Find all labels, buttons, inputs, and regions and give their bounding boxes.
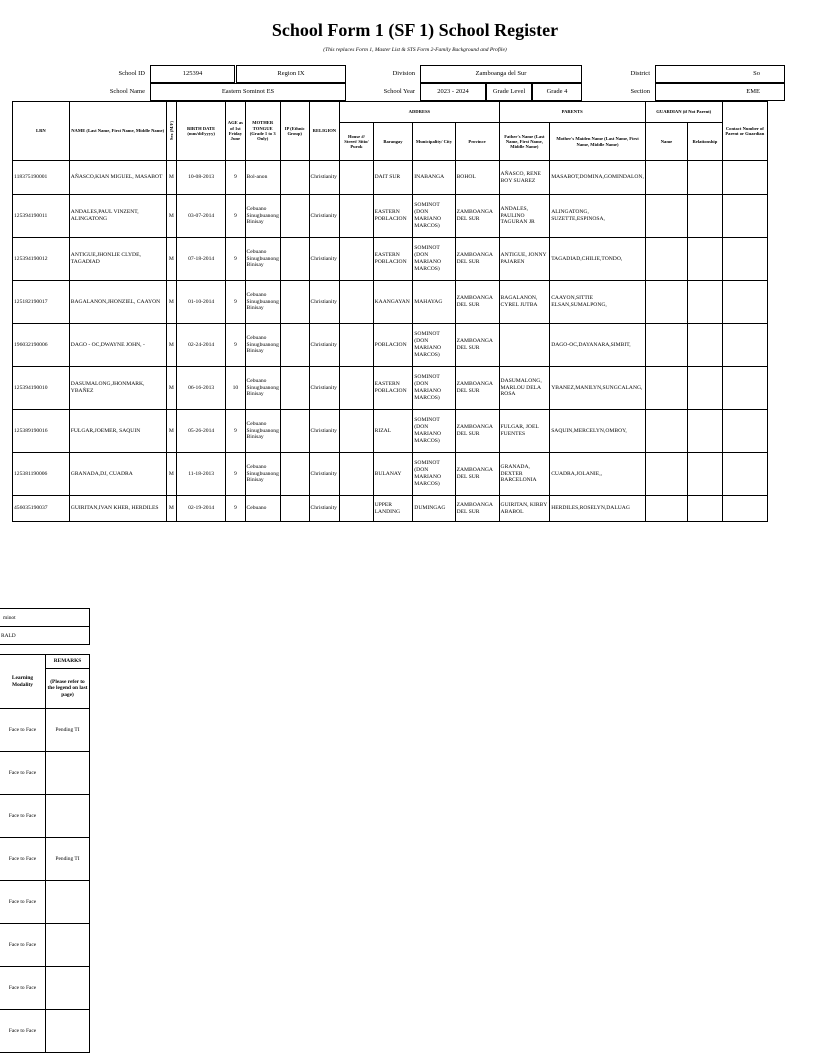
cell-religion: Christianity <box>309 453 340 496</box>
cell-tongue: Bol-anon <box>245 161 280 195</box>
cell-sex: M <box>166 410 177 453</box>
cell-age: 9 <box>226 410 245 453</box>
cell-remark <box>46 924 90 967</box>
grade-level-label: Grade Level <box>486 83 532 101</box>
cell-barangay: EASTERN POBLACION <box>373 367 413 410</box>
cell-municipality: SOMINOT (DON MARIANO MARCOS) <box>413 195 455 238</box>
cell-municipality: SOMINOT (DON MARIANO MARCOS) <box>413 324 455 367</box>
col-contact: Contact Number of Parent or Guardian <box>722 102 767 161</box>
col-religion: RELIGION <box>309 102 340 161</box>
col-sex: Sex (M/F) <box>166 102 177 161</box>
school-year-field: 2023 - 2024 <box>420 83 486 101</box>
table-row <box>13 453 768 496</box>
cell-name: ANDALES,PAUL VINZENT, ALINGATONG <box>69 195 166 238</box>
cell-religion: Christianity <box>309 238 340 281</box>
table-row <box>13 281 768 324</box>
cell-guardian <box>645 281 687 324</box>
cell-modality: Face to Face <box>0 881 46 924</box>
cell-guardian <box>645 238 687 281</box>
cell-contact <box>722 281 767 324</box>
cell-barangay: BULANAY <box>373 453 413 496</box>
cell-house <box>340 324 373 367</box>
cell-ip <box>280 367 309 410</box>
cell-name: DASUMALONG,JHONMARK, YBAÑEZ <box>69 367 166 410</box>
cell-mother: MASABOT,DOMINA,GOMINDALON, <box>550 161 646 195</box>
cell-birth: 05-26-2014 <box>177 410 226 453</box>
cell-age: 9 <box>226 453 245 496</box>
col-father: Father's Name (Last Name, First Name, Middle Name) <box>499 123 550 161</box>
cell-barangay: DAIT SUR <box>373 161 413 195</box>
cell-house <box>340 195 373 238</box>
cell-relationship <box>688 281 723 324</box>
cell-father <box>499 324 550 367</box>
table-row <box>13 496 768 522</box>
cell-age: 9 <box>226 281 245 324</box>
cell-religion: Christianity <box>309 496 340 522</box>
col-learning-modality: Learning Modality <box>0 655 46 709</box>
cell-guardian <box>645 410 687 453</box>
cell-religion: Christianity <box>309 161 340 195</box>
col-birth-date: BIRTH DATE (mm/dd/yyyy) <box>177 102 226 161</box>
cell-remark <box>46 967 90 1010</box>
cell-modality: Face to Face <box>0 1010 46 1053</box>
region-field: Region IX <box>236 65 346 83</box>
cell-tongue: Cebuano Sinugbuanong Binisay <box>245 410 280 453</box>
table-row <box>13 161 768 195</box>
cell-birth: 10-08-2013 <box>177 161 226 195</box>
cell-lrn: 125182190017 <box>13 281 70 324</box>
cell-remark <box>46 752 90 795</box>
cell-relationship <box>688 161 723 195</box>
grade-level-field: Grade 4 <box>532 83 582 101</box>
school-name-label: School Name <box>109 88 145 95</box>
cell-tongue: Cebuano Sinugbuanong Binisay <box>245 367 280 410</box>
cell-remark: Pending TI <box>46 838 90 881</box>
cell-age: 9 <box>226 195 245 238</box>
cell-ip <box>280 195 309 238</box>
school-name-field: Eastern Sominot ES <box>150 83 346 101</box>
cell-modality: Face to Face <box>0 752 46 795</box>
cell-modality: Face to Face <box>0 795 46 838</box>
cell-father: FULGAR, JOEL FUENTES <box>499 410 550 453</box>
table-row <box>0 838 90 881</box>
col-relationship: Relationship <box>688 123 723 161</box>
cell-father: AÑASCO, RENE BOY SUAREZ <box>499 161 550 195</box>
col-municipality: Municipality/ City <box>413 123 455 161</box>
cell-lrn: 456035190037 <box>13 496 70 522</box>
cell-age: 9 <box>226 496 245 522</box>
cell-age: 9 <box>226 238 245 281</box>
cell-ip <box>280 238 309 281</box>
cell-name: GRANADA,DJ, CUADRA <box>69 453 166 496</box>
cell-tongue: Cebuano Sinugbuanong Binisay <box>245 324 280 367</box>
cell-tongue: Cebuano Sinugbuanong Binisay <box>245 453 280 496</box>
cell-province: ZAMBOANGA DEL SUR <box>455 367 499 410</box>
table-row <box>0 881 90 924</box>
cell-birth: 07-18-2014 <box>177 238 226 281</box>
cell-modality: Face to Face <box>0 967 46 1010</box>
cell-name: BAGALANON,JHONZIEL, CAAYON <box>69 281 166 324</box>
school-year-label: School Year <box>383 88 415 95</box>
cell-sex: M <box>166 161 177 195</box>
cell-contact <box>722 161 767 195</box>
cell-lrn: 125381190006 <box>13 453 70 496</box>
cell-lrn: 125389190016 <box>13 410 70 453</box>
col-mother: Mother's Maiden Name (Last Name, First Name, Middle Name) <box>550 123 646 161</box>
table-row <box>0 752 90 795</box>
cell-ip <box>280 410 309 453</box>
cell-barangay: KAANGAYAN <box>373 281 413 324</box>
section-field: EME <box>655 83 785 101</box>
table-row <box>13 410 768 453</box>
cell-guardian <box>645 367 687 410</box>
cell-name: AÑASCO,KIAN MIGUEL, MASABOT <box>69 161 166 195</box>
cell-sex: M <box>166 453 177 496</box>
cell-relationship <box>688 367 723 410</box>
col-mother-tongue: MOTHER TONGUE (Grade 1 to 3 Only) <box>245 102 280 161</box>
cell-name: DAGO - OC,DWAYNE JOHN, - <box>69 324 166 367</box>
cell-father: GRANADA, DEXTER BARCELONIA <box>499 453 550 496</box>
cell-barangay: POBLACION <box>373 324 413 367</box>
cell-sex: M <box>166 324 177 367</box>
cell-tongue: Cebuano <box>245 496 280 522</box>
cell-father: GUIRITAN, KIRBY ABABOL <box>499 496 550 522</box>
col-name: NAME (Last Name, First Name, Middle Name) <box>69 102 166 161</box>
cell-house <box>340 496 373 522</box>
cell-municipality: SOMINOT (DON MARIANO MARCOS) <box>413 453 455 496</box>
cell-relationship <box>688 238 723 281</box>
cell-tongue: Cebuano Sinugbuanong Binisay <box>245 238 280 281</box>
cell-contact <box>722 324 767 367</box>
cell-mother: DAGO-OC,DAYANARA,SIMBIT, <box>550 324 646 367</box>
cell-province: ZAMBOANGA DEL SUR <box>455 281 499 324</box>
cell-lrn: 125394190011 <box>13 195 70 238</box>
form-title: School Form 1 (SF 1) School Register <box>271 20 559 40</box>
cell-province: ZAMBOANGA DEL SUR <box>455 410 499 453</box>
cell-relationship <box>688 324 723 367</box>
form-subtitle: (This replaces Form 1, Master List & STS Form 2-Family Background and Profile) <box>323 47 507 53</box>
cell-religion: Christianity <box>309 367 340 410</box>
cell-religion: Christianity <box>309 410 340 453</box>
cell-age: 10 <box>226 367 245 410</box>
cell-mother: ALINGATONG, SUZETTE,ESPINOSA, <box>550 195 646 238</box>
cell-sex: M <box>166 281 177 324</box>
cell-municipality: SOMINOT (DON MARIANO MARCOS) <box>413 410 455 453</box>
col-house: House #/ Street/ Sitio/ Purok <box>340 123 373 161</box>
cell-mother: TAGADIAD,CHILIE,TONDO, <box>550 238 646 281</box>
cell-birth: 11-18-2013 <box>177 453 226 496</box>
cell-sex: M <box>166 195 177 238</box>
table-row <box>0 709 90 752</box>
cell-province: ZAMBOANGA DEL SUR <box>455 496 499 522</box>
cell-father: ANDALES, PAULINO TAGURAN JR <box>499 195 550 238</box>
cell-barangay: EASTERN POBLACION <box>373 195 413 238</box>
cell-contact <box>722 195 767 238</box>
division-field: Zamboanga del Sur <box>420 65 582 83</box>
cell-contact <box>722 453 767 496</box>
col-parents: PARENTS <box>499 102 645 123</box>
cell-modality: Face to Face <box>0 838 46 881</box>
table-row <box>0 967 90 1010</box>
cell-municipality: INABANGA <box>413 161 455 195</box>
cell-house <box>340 238 373 281</box>
cell-guardian <box>645 496 687 522</box>
cell-birth: 06-16-2013 <box>177 367 226 410</box>
cell-relationship <box>688 195 723 238</box>
cell-municipality: SOMINOT (DON MARIANO MARCOS) <box>413 238 455 281</box>
col-ip: IP (Ethnic Group) <box>280 102 309 161</box>
cell-age: 9 <box>226 161 245 195</box>
cell-remark: Pending TI <box>46 709 90 752</box>
cell-barangay: RIZAL <box>373 410 413 453</box>
cell-tongue: Cebuano Sinugbuanong Binisay <box>245 281 280 324</box>
cell-house <box>340 281 373 324</box>
col-address: ADDRESS <box>340 102 499 123</box>
cell-religion: Christianity <box>309 324 340 367</box>
cell-house <box>340 161 373 195</box>
cell-contact <box>722 496 767 522</box>
lower-page-fragment <box>0 608 100 1034</box>
cell-religion: Christianity <box>309 281 340 324</box>
school-id-field: 125394 <box>150 65 235 83</box>
partial-district: minot <box>0 609 90 627</box>
cell-mother: SAQUIN,MERCELYN,OMBOY, <box>550 410 646 453</box>
partial-section: RALD <box>0 627 90 645</box>
cell-sex: M <box>166 496 177 522</box>
table-row <box>0 1010 90 1053</box>
col-guardian: GUARDIAN (if Not Parent) <box>645 102 722 123</box>
cell-sex: M <box>166 238 177 281</box>
district-label: District <box>630 70 650 77</box>
cell-sex: M <box>166 367 177 410</box>
cell-ip <box>280 281 309 324</box>
cell-barangay: UPPER LANDING <box>373 496 413 522</box>
cell-house <box>340 453 373 496</box>
cell-guardian <box>645 195 687 238</box>
cell-contact <box>722 367 767 410</box>
cell-ip <box>280 324 309 367</box>
cell-guardian <box>645 453 687 496</box>
cell-birth: 02-19-2014 <box>177 496 226 522</box>
remarks-table <box>0 608 90 1053</box>
cell-modality: Face to Face <box>0 924 46 967</box>
cell-contact <box>722 238 767 281</box>
cell-mother: CUADRA,JOLANIE,, <box>550 453 646 496</box>
cell-municipality: SOMINOT (DON MARIANO MARCOS) <box>413 367 455 410</box>
cell-relationship <box>688 496 723 522</box>
cell-father: BAGALANON, CYREL JUTBA <box>499 281 550 324</box>
register-table <box>12 101 768 522</box>
district-field: So <box>655 65 785 83</box>
cell-ip <box>280 161 309 195</box>
col-remarks: REMARKS <box>46 655 90 669</box>
section-label: Section <box>630 88 650 95</box>
table-row <box>13 195 768 238</box>
cell-relationship <box>688 410 723 453</box>
col-province: Province <box>455 123 499 161</box>
cell-remark <box>46 795 90 838</box>
cell-contact <box>722 410 767 453</box>
table-row <box>13 324 768 367</box>
cell-remark <box>46 1010 90 1053</box>
cell-birth: 01-10-2014 <box>177 281 226 324</box>
cell-province: ZAMBOANGA DEL SUR <box>455 238 499 281</box>
cell-municipality: DUMINGAG <box>413 496 455 522</box>
cell-ip <box>280 496 309 522</box>
cell-father: DASUMALONG, MARLOU DELA ROSA <box>499 367 550 410</box>
table-row <box>13 238 768 281</box>
cell-relationship <box>688 453 723 496</box>
cell-province: ZAMBOANGA DEL SUR <box>455 324 499 367</box>
cell-birth: 02-24-2014 <box>177 324 226 367</box>
division-label: Division <box>392 70 415 77</box>
cell-province: ZAMBOANGA DEL SUR <box>455 453 499 496</box>
cell-lrn: 125394190012 <box>13 238 70 281</box>
cell-tongue: Cebuano Sinugbuanong Binisay <box>245 195 280 238</box>
cell-barangay: EASTERN POBLACION <box>373 238 413 281</box>
cell-name: FULGAR,JOEMER, SAQUIN <box>69 410 166 453</box>
cell-lrn: 118375190001 <box>13 161 70 195</box>
table-row <box>0 924 90 967</box>
col-guardian-name: Name <box>645 123 687 161</box>
cell-house <box>340 367 373 410</box>
cell-religion: Christianity <box>309 195 340 238</box>
cell-modality: Face to Face <box>0 709 46 752</box>
table-row <box>0 795 90 838</box>
cell-guardian <box>645 324 687 367</box>
cell-province: BOHOL <box>455 161 499 195</box>
table-row <box>13 367 768 410</box>
cell-name: ANTIGUE,JHONLIE CLYDE, TAGADIAD <box>69 238 166 281</box>
cell-lrn: 196032190006 <box>13 324 70 367</box>
col-barangay: Barangay <box>373 123 413 161</box>
col-remarks-note: (Please refer to the legend on last page) <box>46 669 90 709</box>
cell-remark <box>46 881 90 924</box>
cell-name: GUIRITAN,IVAN KHER, HERDILES <box>69 496 166 522</box>
col-age: AGE as of 1st Friday June <box>226 102 245 161</box>
cell-father: ANTIGUE, JONNY PAJAREN <box>499 238 550 281</box>
cell-mother: HERDILES,ROSELYN,DALUAG <box>550 496 646 522</box>
school-id-label: School ID <box>118 70 145 77</box>
cell-lrn: 125394190010 <box>13 367 70 410</box>
cell-house <box>340 410 373 453</box>
cell-mother: YBANEZ,MANILYN,SUNGCALANG, <box>550 367 646 410</box>
cell-ip <box>280 453 309 496</box>
cell-mother: CAAYON,SITTIE ELSAN,SUMALPONG, <box>550 281 646 324</box>
cell-province: ZAMBOANGA DEL SUR <box>455 195 499 238</box>
cell-age: 9 <box>226 324 245 367</box>
cell-birth: 03-07-2014 <box>177 195 226 238</box>
col-lrn: LRN <box>13 102 70 161</box>
cell-guardian <box>645 161 687 195</box>
cell-municipality: MAHAYAG <box>413 281 455 324</box>
